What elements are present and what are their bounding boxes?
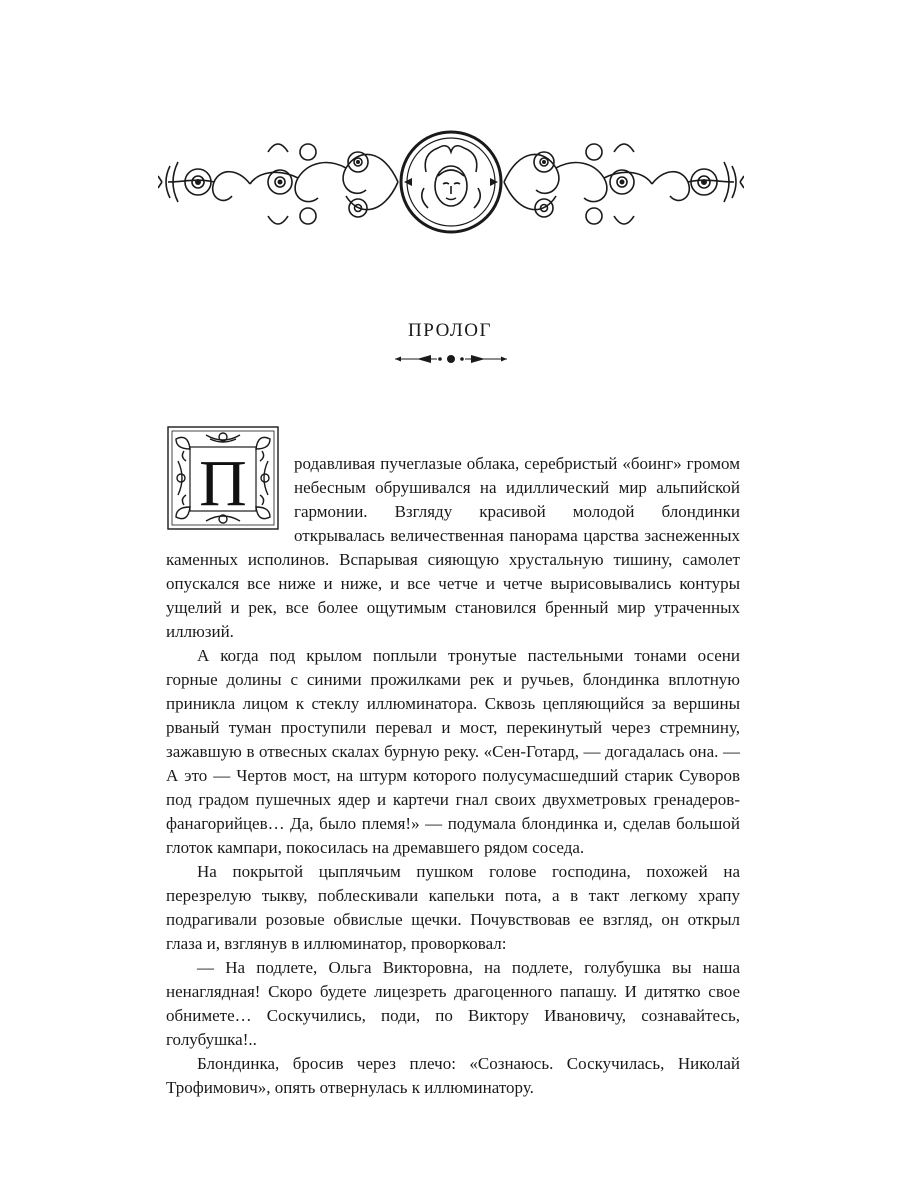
paragraph-3: На покрытой цыплячьим пушком голове господина, похожей на перезрелую тыкву, поблескивали капельки пота, а в такт легкому храпу подрагивали розовые обвислые щечки. Почувствовав ее взгляд, он открыл глаза и, взглянув в иллюминатор, проворковал: xyxy=(166,862,740,953)
paragraph-5: Блондинка, бросив через плечо: «Сознаюсь. Соскучилась, Николай Трофимович», опять отвернулась к иллюминатору. xyxy=(166,1054,740,1097)
title-ornament-rule xyxy=(395,350,507,368)
paragraph-4: — На подлете, Ольга Викторовна, на подлете, голубушка вы наша ненаглядная! Скоро будете лицезреть драгоценного папашу. И дитятко свое обнимете… Соскучились, поди, по Виктору Ивановичу, сознавайтесь, голубушка!.. xyxy=(166,958,740,1049)
paragraph-1-text: родавливая пучеглазые облака, серебристый «боинг» громом небесным обрушивался на идиллический мир альпийской гармонии. Взгляду красивой молодой блондинки открывалась величественная панорама царства заснеженных каменных исполинов. Вспарывая сияющую хрустальную тишину, самолет опускался все ниже и ниже, и все четче и четче вырисовывались контуры ущелий и рек, все более ощутимым становился бренный мир утраченных иллюзий. xyxy=(166,454,740,641)
chapter-title: ПРОЛОГ xyxy=(408,320,492,341)
chapter-body xyxy=(166,447,740,1100)
ornamental-drop-cap xyxy=(166,425,280,531)
ornamental-headpiece xyxy=(158,128,744,236)
paragraph-1 xyxy=(166,447,740,644)
paragraph-2: А когда под крылом поплыли тронутые пастельными тонами осени горные долины с синими прожилками рек и ручьев, блондинка вплотную приникла лицом к стеклу иллюминатора. Сквозь цепляющийся за вершины рваный туман проступили перевал и мост, перекинутый через стремнину, зажавшую в отвесных скалах бурную реку. «Сен-Готард, — догадалась она. — А это — Чертов мост, на штурм которого полусумасшедший старик Суворов под градом пушечных ядер и картечи гнал своих двухметровых гренадеров-фанагорийцев… Да, было племя!» — подумала блондинка и, сделав большой глоток кампари, покосилась на дремавшего рядом соседа. xyxy=(166,646,740,857)
drop-cap-letter: П xyxy=(199,447,247,520)
